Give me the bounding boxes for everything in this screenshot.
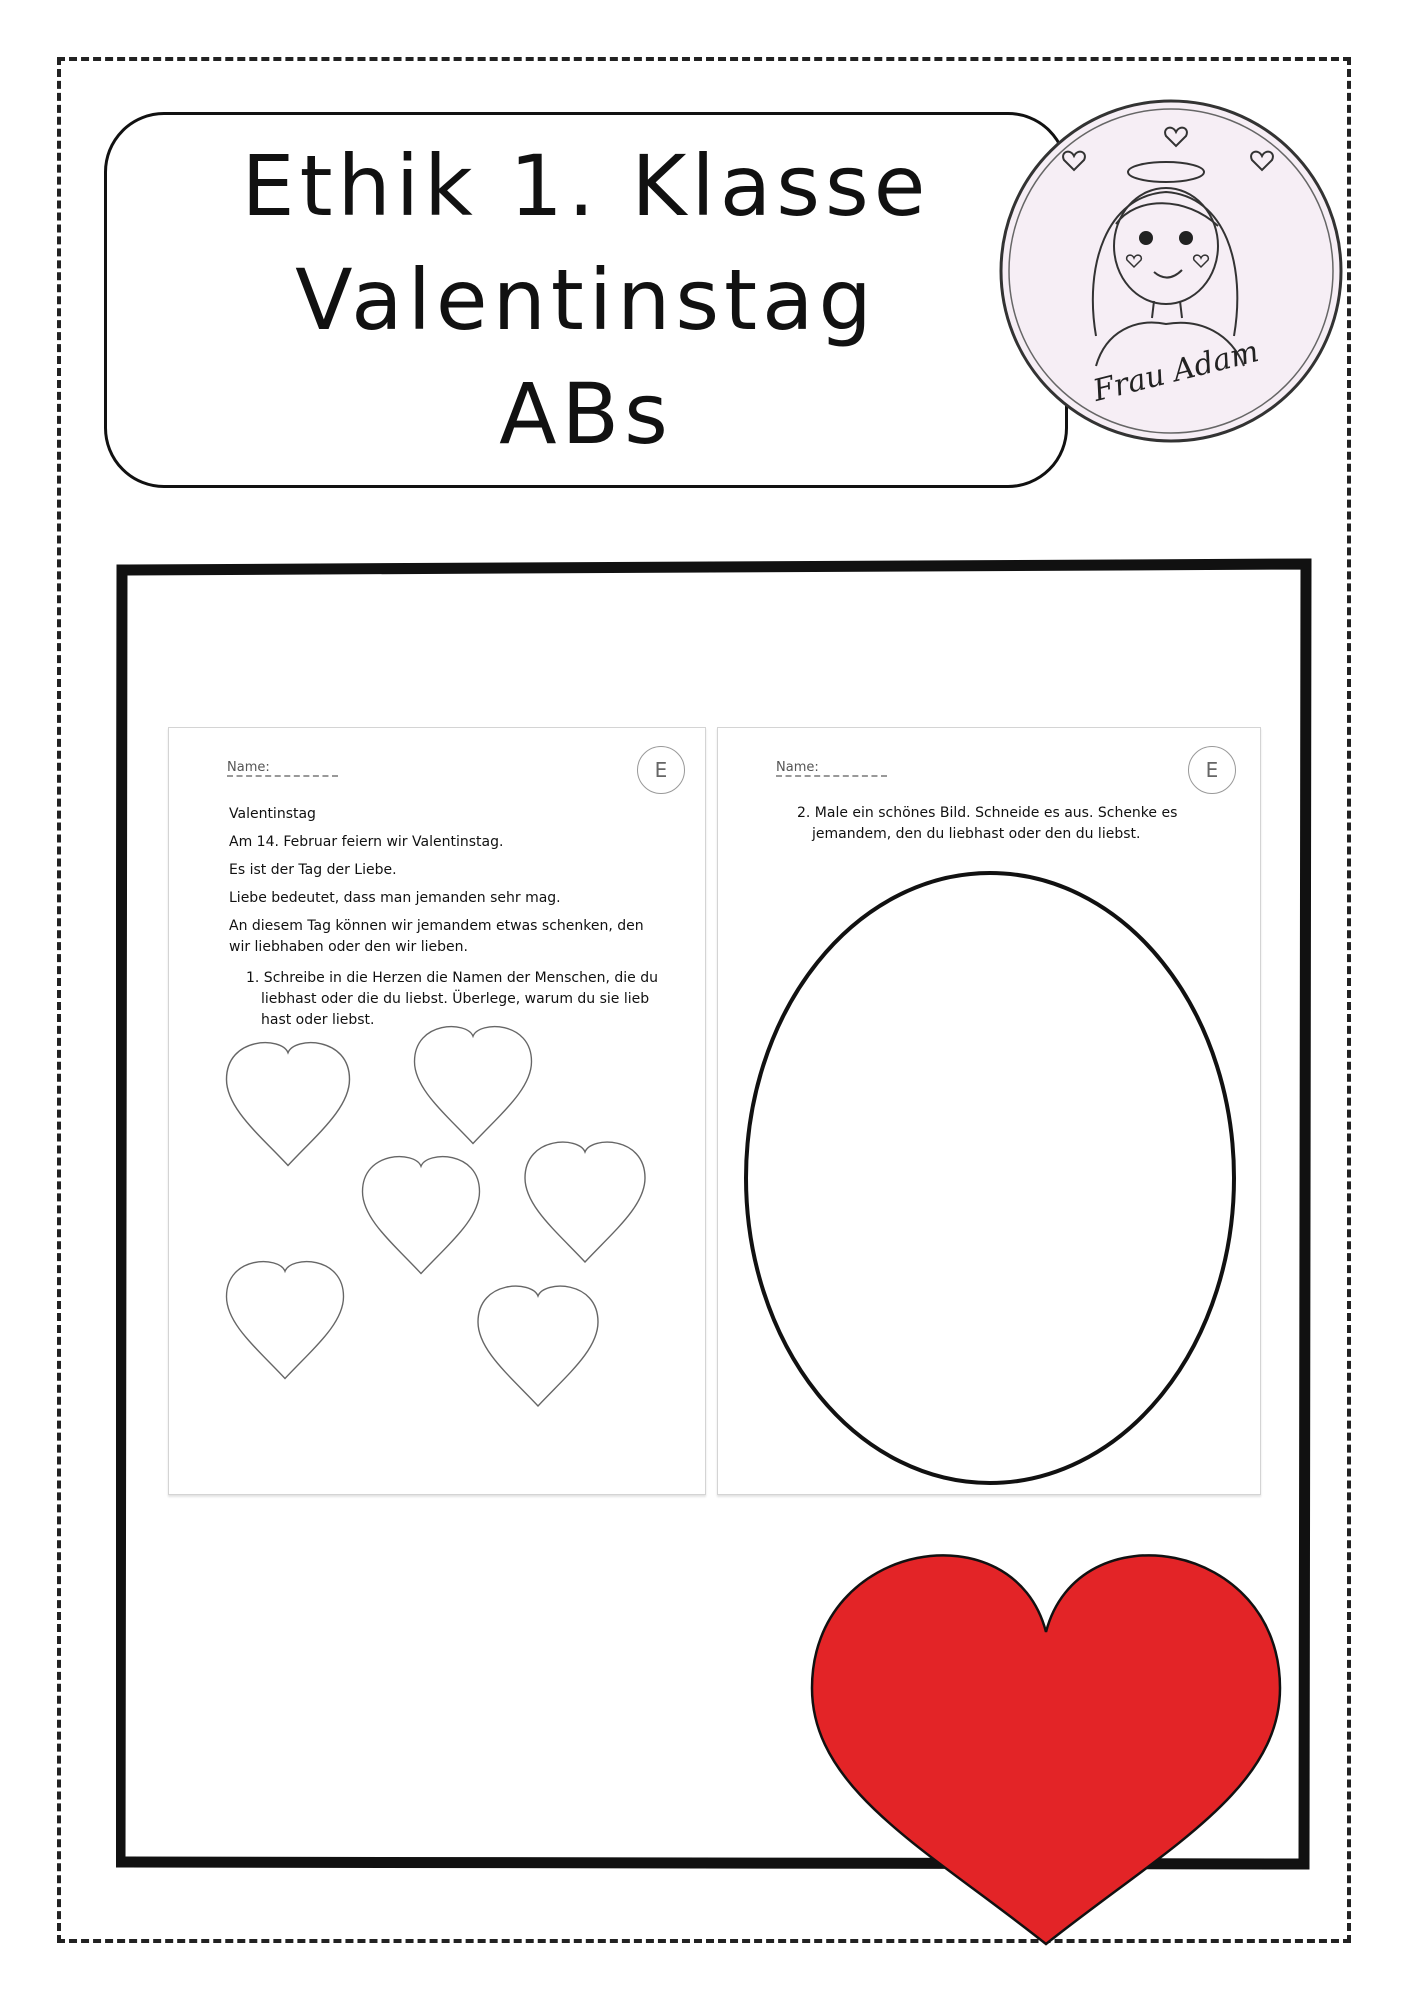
worksheet-line: Es ist der Tag der Liebe. bbox=[229, 862, 397, 878]
worksheet-page-1 bbox=[168, 727, 706, 1495]
name-field-label: Name: bbox=[776, 760, 887, 777]
red-heart-icon bbox=[808, 1530, 1284, 1948]
heart-outline-icon bbox=[525, 1142, 645, 1262]
heart-outline-icon bbox=[363, 1157, 480, 1274]
heart-outline-icon bbox=[227, 1043, 350, 1166]
worksheet-line: Liebe bedeutet, dass man jemanden sehr mag. bbox=[229, 890, 561, 906]
heart-outline-icon bbox=[478, 1286, 598, 1406]
worksheet-page-2 bbox=[717, 727, 1261, 1495]
level-badge: E bbox=[637, 746, 685, 794]
level-badge: E bbox=[1188, 746, 1236, 794]
task-2-instruction: 2. Male ein schönes Bild. Schneide es aus. Schenke es jemandem, den du liebhast oder den du liebst. bbox=[797, 805, 1178, 842]
worksheet-line: An diesem Tag können wir jemandem etwas schenken, den wir liebhaben oder den wir lieben. bbox=[229, 918, 644, 955]
task-1-instruction: 1. Schreibe in die Herzen die Namen der Menschen, die du liebhast oder die du liebst. Überlege, warum du sie lieb hast oder liebst. bbox=[246, 970, 658, 1028]
title-line-2: Valentinstag bbox=[295, 251, 877, 349]
drawing-oval bbox=[718, 728, 1262, 1496]
logo-signature: Frau Adam bbox=[1089, 334, 1263, 409]
heart-outlines bbox=[169, 728, 707, 1496]
author-portrait-icon bbox=[996, 96, 1346, 446]
heart-outline-icon bbox=[227, 1262, 344, 1379]
name-field-label: Name: bbox=[227, 760, 338, 777]
title-line-3: ABs bbox=[499, 365, 673, 463]
title-line-1: Ethik 1. Klasse bbox=[241, 137, 931, 235]
worksheet-line: Am 14. Februar feiern wir Valentinstag. bbox=[229, 834, 504, 850]
author-logo bbox=[996, 96, 1346, 446]
title-box bbox=[104, 112, 1068, 488]
heart-outline-icon bbox=[415, 1027, 532, 1144]
worksheet-heading: Valentinstag bbox=[229, 806, 316, 822]
